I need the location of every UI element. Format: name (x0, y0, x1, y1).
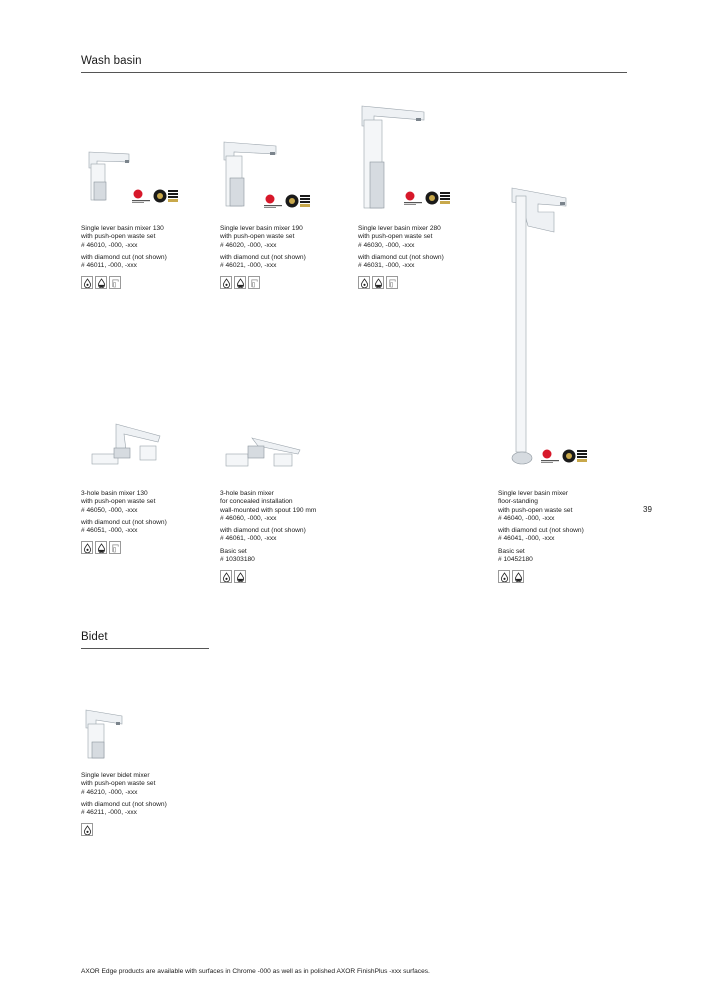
flow-drop-icon (234, 276, 246, 289)
product-46210 (81, 772, 216, 836)
product-image-46210 (80, 706, 126, 762)
product-text-line: # 46021, -000, -xxx (220, 262, 277, 270)
product-46050 (81, 490, 216, 554)
product-text-line: Single lever basin mixer 190 (220, 225, 303, 232)
flow-drop-icon (372, 276, 384, 289)
feature-icons (81, 541, 216, 554)
product-image-46010 (83, 148, 133, 206)
product-text-line: with diamond cut (not shown) (81, 800, 167, 808)
tap-height-icon (109, 541, 121, 554)
product-text-line: Single lever basin mixer (498, 490, 568, 497)
award-badges-46020 (264, 193, 311, 209)
feature-icons (81, 276, 216, 289)
reddot-award-icon (132, 188, 150, 204)
product-text-line: with push-open waste set (81, 780, 156, 788)
feature-icons (358, 276, 493, 289)
product-text-line: # 10303180 (220, 556, 255, 564)
product-text-line: with push-open waste set (498, 506, 573, 514)
product-text-line: with diamond cut (not shown) (81, 518, 167, 526)
product-text-line: Single lever bidet mixer (81, 772, 150, 779)
page-number: 39 (643, 505, 652, 514)
water-drop-icon (81, 541, 93, 554)
product-text-line: Single lever basin mixer 130 (81, 225, 164, 232)
tap-height-icon (109, 276, 121, 289)
feature-icons (498, 570, 633, 583)
reddot-award-icon (541, 448, 559, 464)
product-text-line: # 46050, -000, -xxx (81, 506, 138, 514)
product-text-line: Basic set (220, 547, 247, 555)
product-text-line: 3-hole basin mixer (220, 490, 274, 497)
product-text-line: wall-mounted with spout 190 mm (220, 506, 317, 514)
section-rule-bidet (81, 648, 209, 649)
product-text-line: # 10452180 (498, 556, 533, 564)
product-image-46040 (508, 182, 568, 468)
product-image-46050 (88, 420, 162, 466)
product-text-line: with diamond cut (not shown) (358, 253, 444, 261)
reddot-award-icon (264, 193, 282, 209)
water-drop-icon (220, 570, 232, 583)
product-text-line: # 46051, -000, -xxx (81, 527, 138, 535)
german-design-award-icon (562, 448, 588, 464)
product-46040 (498, 490, 633, 583)
water-drop-icon (220, 276, 232, 289)
feature-icons (220, 570, 355, 583)
product-text-line: with diamond cut (not shown) (220, 527, 306, 535)
feature-icons (81, 823, 216, 836)
product-text-line: # 46011, -000, -xxx (81, 262, 137, 270)
flow-drop-icon (512, 570, 524, 583)
water-drop-icon (498, 570, 510, 583)
german-design-award-icon (153, 188, 179, 204)
product-text-line: Basic set (498, 547, 525, 555)
flow-drop-icon (234, 570, 246, 583)
product-text-line: for concealed installation (220, 498, 293, 506)
section-title-bidet: Bidet (81, 631, 108, 643)
product-text-line: # 46030, -000, -xxx (358, 241, 415, 249)
german-design-award-icon (285, 193, 311, 209)
german-design-award-icon (425, 190, 451, 206)
product-46060 (220, 490, 355, 583)
footer-note: AXOR Edge products are available with surfaces in Chrome -000 as well as in polished AXOR FinishPlus -xxx surfaces. (81, 968, 430, 975)
product-text-line: # 46060, -000, -xxx (220, 514, 277, 522)
product-text-line: with diamond cut (not shown) (81, 253, 167, 261)
product-text-line: # 46010, -000, -xxx (81, 241, 138, 249)
product-text-line: # 46210, -000, -xxx (81, 788, 138, 796)
water-drop-icon (81, 276, 93, 289)
product-46020 (220, 225, 355, 289)
product-image-46060 (222, 432, 302, 472)
flow-drop-icon (95, 541, 107, 554)
product-text-line: # 46041, -000, -xxx (498, 535, 555, 543)
product-text-line: # 46031, -000, -xxx (358, 262, 415, 270)
product-text-line: # 46040, -000, -xxx (498, 514, 555, 522)
water-drop-icon (81, 823, 93, 836)
product-46010 (81, 225, 216, 289)
product-text-line: with diamond cut (not shown) (220, 253, 306, 261)
product-text-line: with push-open waste set (220, 233, 295, 241)
reddot-award-icon (404, 190, 422, 206)
product-text-line: with push-open waste set (81, 498, 156, 506)
tap-height-icon (248, 276, 260, 289)
award-badges-46010 (132, 188, 179, 204)
product-text-line: with push-open waste set (81, 233, 156, 241)
product-text-line: floor-standing (498, 498, 538, 506)
section-title-wash-basin: Wash basin (81, 55, 142, 67)
flow-drop-icon (95, 276, 107, 289)
award-badges-46030 (404, 190, 451, 206)
product-text-line: Single lever basin mixer 280 (358, 225, 441, 232)
tap-height-icon (386, 276, 398, 289)
water-drop-icon (358, 276, 370, 289)
product-text-line: # 46061, -000, -xxx (220, 535, 277, 543)
section-rule-wash-basin (81, 72, 627, 73)
product-text-line: 3-hole basin mixer 130 (81, 490, 148, 497)
product-text-line: # 46020, -000, -xxx (220, 241, 277, 249)
product-text-line: # 46211, -000, -xxx (81, 809, 137, 817)
award-badges-46040 (541, 448, 588, 464)
feature-icons (220, 276, 355, 289)
product-46030 (358, 225, 493, 289)
product-text-line: with diamond cut (not shown) (498, 527, 584, 535)
product-text-line: with push-open waste set (358, 233, 433, 241)
